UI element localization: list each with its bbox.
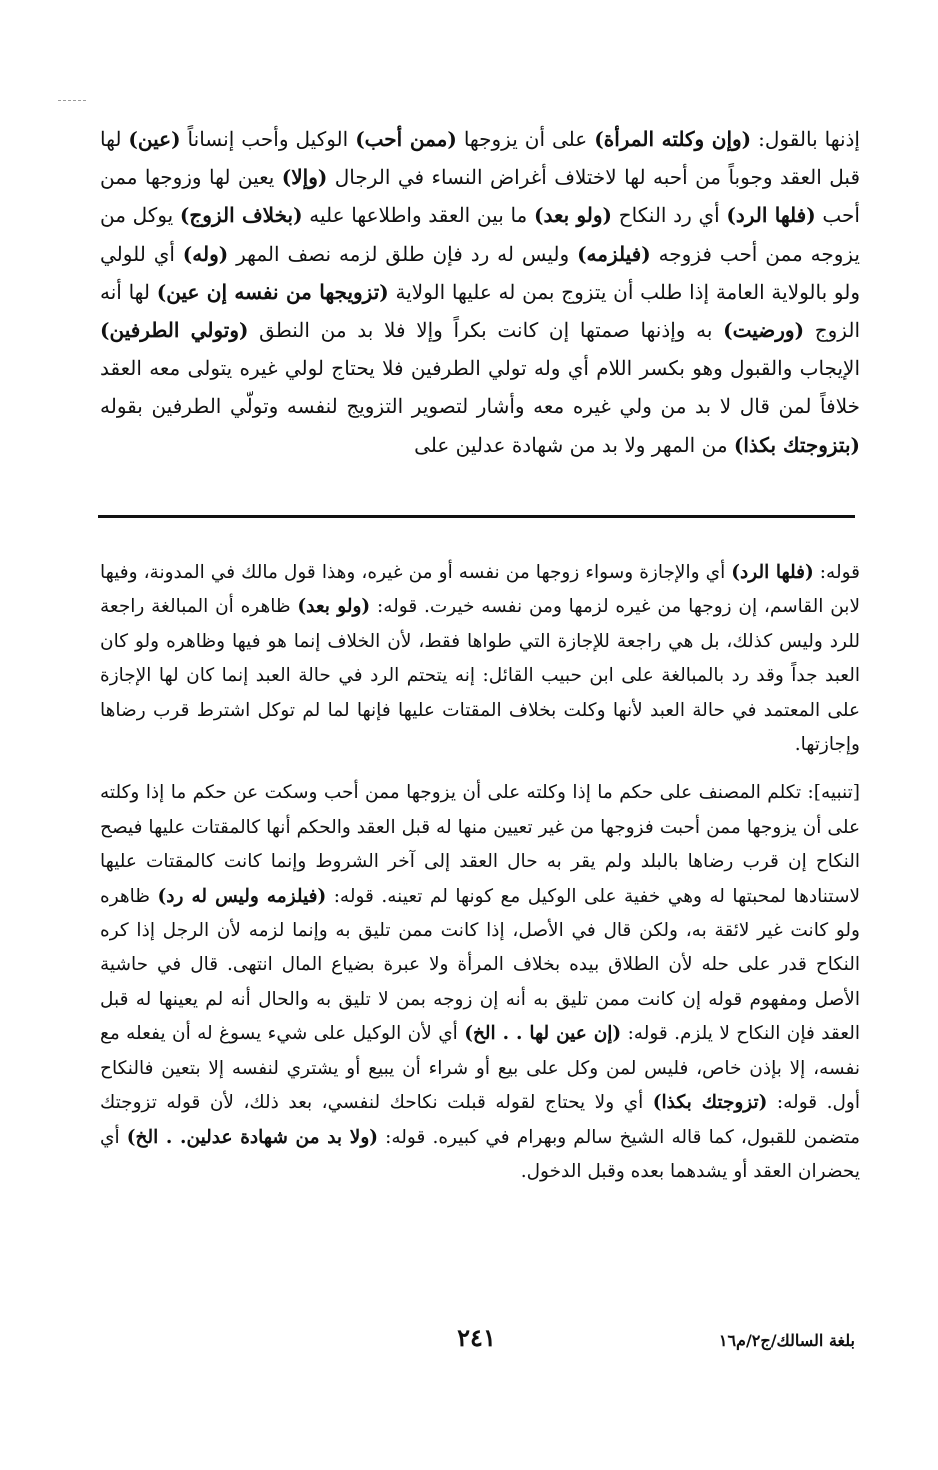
bold-quoted-term: (وله) (182, 241, 229, 266)
text-run: أي والإجازة وسواء زوجها من نفسه أو من غيره، وهذا قول مالك في المدونة، وفيها لابن القاسم، إن زوجها من غيره لزمها ومن نفسه خيرت. قوله: (100, 562, 860, 618)
text-run: ما بين العقد واطلاعها عليه (302, 203, 534, 228)
bold-quoted-term: (فلها الرد) (726, 203, 816, 228)
text-run: أي يحضران العقد أو يشدهما بعده وقبل الدخول. (100, 1126, 860, 1182)
text-run: لها أنه الزوج (100, 279, 860, 343)
text-run: أي ولا يحتاج لقوله قبلت نكاحك لنفسي، بعد ذلك، لأن قوله تزوجتك متضمن للقبول، كما قاله الشيخ سالم وبهرام في كبيره. قوله: (100, 1092, 860, 1148)
bold-quoted-term: (عين) (128, 127, 181, 151)
bold-quoted-term: (ولا بد من شهادة عدلين. . الخ) (126, 1126, 379, 1148)
text-run: أي رد النكاح (612, 203, 727, 228)
bold-quoted-term: (تزويجها من نفسه إن عين) (156, 279, 389, 304)
bold-quoted-term: (تزوجتك بكذا) (652, 1092, 768, 1114)
bold-quoted-term: (فلها الرد) (731, 562, 814, 583)
text-run: الإيجاب والقبول وهو بكسر اللام أي وله تولي الطرفين فلا يحتاج لولي غيره يتولى معه العقد خلافاً لمن قال لا بد من ولي غيره معه وأشار لتصوير التزويج لنفسه وتولّي الطرفين بقوله (100, 356, 860, 419)
bold-quoted-term: (بتزوجتك بكذا) (733, 432, 860, 457)
text-run: إذنها بالقول: (751, 127, 860, 151)
main-paragraph (100, 120, 860, 464)
footnotes (100, 556, 860, 1189)
footnote-paragraph-1 (100, 556, 860, 762)
text-run: من المهر ولا بد من شهادة عدلين على (414, 432, 734, 457)
bold-quoted-term: (ممن أحب) (355, 127, 457, 151)
bold-quoted-term: (وإلا) (281, 165, 328, 190)
bold-quoted-term: (فيلزمه) (577, 241, 651, 266)
text-run: يعين لها وزوجها ممن أحب (100, 165, 860, 228)
bold-quoted-term: (ولو بعد) (297, 596, 371, 618)
page-number: ٢٤١ (457, 1323, 496, 1352)
text-run: ظاهره ولو كانت غير لائقة به، ولكن قال في الأصل، إذا كانت ممن تليق به وإنما لزمه لأن الرجل إذا كره النكاح قدر على حله لأن الطلاق بيده بخلاف المرأة ولا عبرة بضياع المال انتهى. قال في حاشية الأصل ومفهوم قوله إن كانت ممن تليق به أنه إن زوجه بمن لا تليق به والحال أنه لم يعينها له قبل العقد فإن النكاح لا يلزم. قوله: (100, 885, 860, 1045)
bold-quoted-term: (وإن وكلته المرأة) (594, 127, 752, 151)
page-footer (98, 1323, 855, 1363)
text-run: ظاهره أن المبالغة راجعة للرد وليس كذلك، بل هي راجعة للإجازة التي طواها فقط، لأن الخلاف إنما هو فيها وظاهره ولو كان العبد جداً وقد رد بالمبالغة على ابن حبيب القائل: إنه يتحتم الرد في حالة العبد إنما كان لها الإجازة على المعتمد في حالة العبد لأنها وكلت بخلاف المقتات عليها فإنها لما لم توكل اشترط قرب رضاها وإجازتها. (100, 596, 860, 756)
bold-quoted-term: (فيلزمه وليس له رد) (157, 885, 327, 907)
text-run: الوكيل وأحب إنساناً (180, 127, 356, 151)
footnote-paragraph-2 (100, 776, 860, 1189)
text-run: على أن يزوجها (456, 127, 595, 151)
text-run: به وإذنها صمتها إن كانت بكراً وإلا فلا بد من النطق (248, 318, 724, 343)
bold-quoted-term: (ورضيت) (723, 318, 805, 343)
text-run: يوكل من يزوجه ممن أحب فزوجه (100, 203, 860, 266)
bold-quoted-term: (بخلاف الزوج) (179, 203, 303, 228)
bold-quoted-term: (وتولي الطرفين) (100, 318, 249, 343)
text-run: أي لأن الوكيل على شيء يسوغ له أن يفعله مع نفسه، إلا بإذن خاص، فليس لمن وكل على بيع أو شراء أن يبيع أو يشتري لنفسه إلا بتعين فالنكاح أول. قوله: (100, 1023, 860, 1114)
text-run: أي للولي ولو بالولاية العامة إذا طلب أن يتزوج بمن له عليها الولاية (100, 241, 861, 304)
bold-quoted-term: (إن عين لها . . الخ) (464, 1023, 622, 1045)
bold-quoted-term: (ولو بعد) (533, 203, 613, 228)
book-reference: بلغة السالك/ج٢/م١٦ (718, 1331, 855, 1350)
text-run: قوله: (813, 562, 860, 583)
scan-mark (58, 100, 86, 101)
text-run: [تنبيه]: تكلم المصنف على حكم ما إذا وكلته على أن يزوجها ممن أحب وسكت عن حكم ما إذا وكلته على أن يزوجها ممن أحبت فزوجها من غير تعيين منها له قبل العقد والحكم أنها كالمقتات عليها فيصح النكاح إن قرب رضاها بالبلد ولم يقر به حال العقد إلى آخر الشروط وإنما كانت كالمقتات عليها لاستنادها لمحبتها له وهي خفية على الوكيل مع كونها لم تعينه. قوله: (100, 782, 861, 907)
footnote-divider (98, 515, 855, 518)
main-text (100, 120, 860, 464)
text-run: لها قبل العقد وجوباً من أحبه لها لاختلاف أغراض النساء في الرجال (100, 127, 860, 190)
text-run: وليس له رد فإن طلق لزمه نصف المهر (228, 241, 578, 266)
